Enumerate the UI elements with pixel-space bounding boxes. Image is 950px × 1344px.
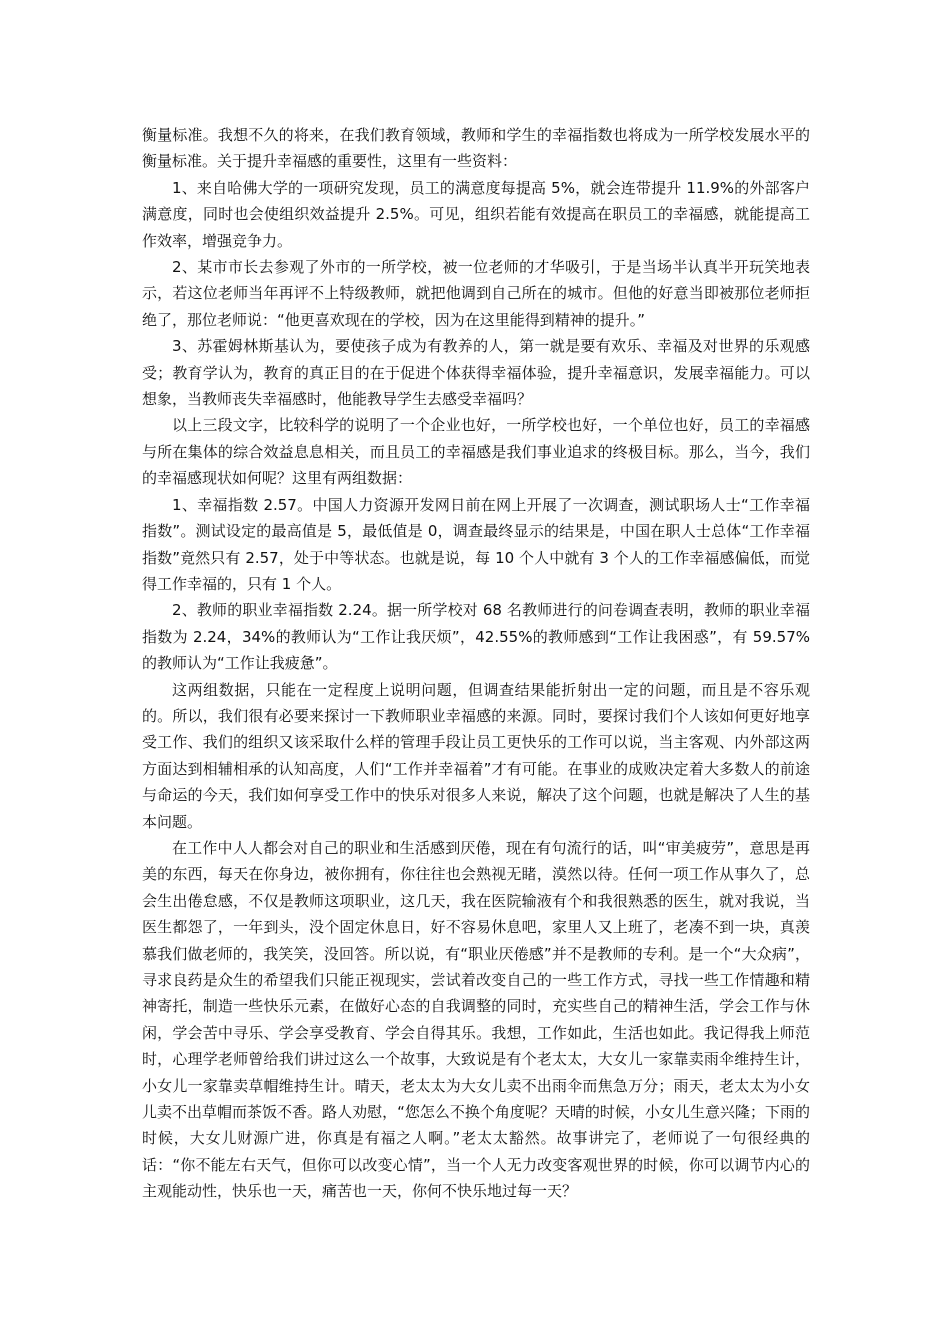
paragraph-summary: 以上三段文字，比较科学的说明了一个企业也好，一所学校也好，一个单位也好，员工的幸福感与所在集体的综合效益息息相关，而且员工的幸福感是我们事业追求的终极目标。那么，当今，我们的幸福感现状如何呢？这里有两组数据： — [142, 416, 810, 488]
paragraph-teacher-index: 2、教师的职业幸福指数 2.24。据一所学校对 68 名教师进行的问卷调查表明，教师的职业幸福指数为 2.24，34%的教师认为“工作让我厌烦”，42.55%的教师感到“工作让我困惑”，有 59.57%的教师认为“工作让我疲惫”。 — [142, 601, 810, 673]
paragraph-harvard-study: 1、来自哈佛大学的一项研究发现，员工的满意度每提高 5%，就会连带提升 11.9%的外部客户满意度，同时也会使组织效益提升 2.5%。可见，组织若能有效提高在职员工的幸福感，就能提高工作效率，增强竞争力。 — [142, 178, 810, 250]
paragraph-sukhomlinsky: 3、苏霍姆林斯基认为，要使孩子成为有教养的人，第一就是要有欢乐、幸福及对世界的乐观感受；教育学认为，教育的真正目的在于促进个体获得幸福体验，提升幸福意识，发展幸福能力。可以想象，当教师丧失幸福感时，他能教导学生去感受幸福吗？ — [142, 337, 810, 409]
document-body — [142, 122, 810, 1205]
paragraph-continuation: 衡量标准。我想不久的将来，在我们教育领域，教师和学生的幸福指数也将成为一所学校发展水平的衡量标准。关于提升幸福感的重要性，这里有一些资料： — [142, 126, 810, 171]
paragraph-happiness-index: 1、幸福指数 2.57。中国人力资源开发网日前在网上开展了一次调查，测试职场人士“工作幸福指数”。测试设定的最高值是 5，最低值是 0，调查最终显示的结果是，中国在职人士总体“工作幸福指数”竟然只有 2.57，处于中等状态。也就是说，每 10 个人中就有 3 个人的工作幸福感偏低，而觉得工作幸福的，只有 1 个人。 — [142, 495, 810, 593]
paragraph-mayor-story: 2、某市市长去参观了外市的一所学校，被一位老师的才华吸引，于是当场半认真半开玩笑地表示，若这位老师当年再评不上特级教师，就把他调到自己所在的城市。但他的好意当即被那位老师拒绝了，那位老师说：“他更喜欢现在的学校，因为在这里能得到精神的提升。” — [142, 258, 810, 329]
paragraph-data-discussion: 这两组数据，只能在一定程度上说明问题，但调查结果能折射出一定的问题，而且是不容乐观的。所以，我们很有必要来探讨一下教师职业幸福感的来源。同时，要探讨我们个人该如何更好地享受工作、我们的组织又该采取什么样的管理手段让员工更快乐的工作可以说，当主客观、内外部这两方面达到相辅相承的认知高度，人们“工作并幸福着”才有可能。在事业的成败决定着大多数人的前途与命运的今天，我们如何享受工作中的快乐对很多人来说，解决了这个问题，也就是解决了人生的基本问题。 — [142, 680, 810, 831]
paragraph-job-fatigue: 在工作中人人都会对自己的职业和生活感到厌倦，现在有句流行的话，叫“审美疲劳”，意思是再美的东西，每天在你身边，被你拥有，你往往也会熟视无睹，漠然以待。任何一项工作从事久了，总会生出倦怠感，不仅是教师这项职业，这几天，我在医院输液有个和我很熟悉的医生，就对我说，当医生都怨了，一年到头，没个固定休息日，好不容易休息吧，家里人又上班了，老凑不到一块，真羡慕我们做老师的，我笑笑，没回答。所以说，有“职业厌倦感”并不是教师的专利。是一个“大众病”，寻求良药是众生的希望我们只能正视现实，尝试着改变自己的一些工作方式，寻找一些工作情趣和精神寄托，制造一些快乐元素，在做好心态的自我调整的同时，充实些自己的精神生活，学会工作与休闲，学会苦中寻乐、学会享受教育、学会自得其乐。我想，工作如此，生活也如此。我记得我上师范时，心理学老师曾给我们讲过这么一个故事，大致说是有个老太太，大女儿一家靠卖雨伞维持生计，小女儿一家靠卖草帽维持生计。晴天，老太太为大女儿卖不出雨伞而焦急万分；雨天，老太太为小女儿卖不出草帽而茶饭不香。路人劝慰，“您怎么不换个角度呢？天晴的时候，小女儿生意兴隆；下雨的时候，大女儿财源广进，你真是有福之人啊。”老太太豁然。故事讲完了，老师说了一句很经典的话：“你不能左右天气，但你可以改变心情”，当一个人无力改变客观世界的时候，你可以调节内心的主观能动性，快乐也一天，痛苦也一天，你何不快乐地过每一天？ — [142, 838, 810, 1201]
